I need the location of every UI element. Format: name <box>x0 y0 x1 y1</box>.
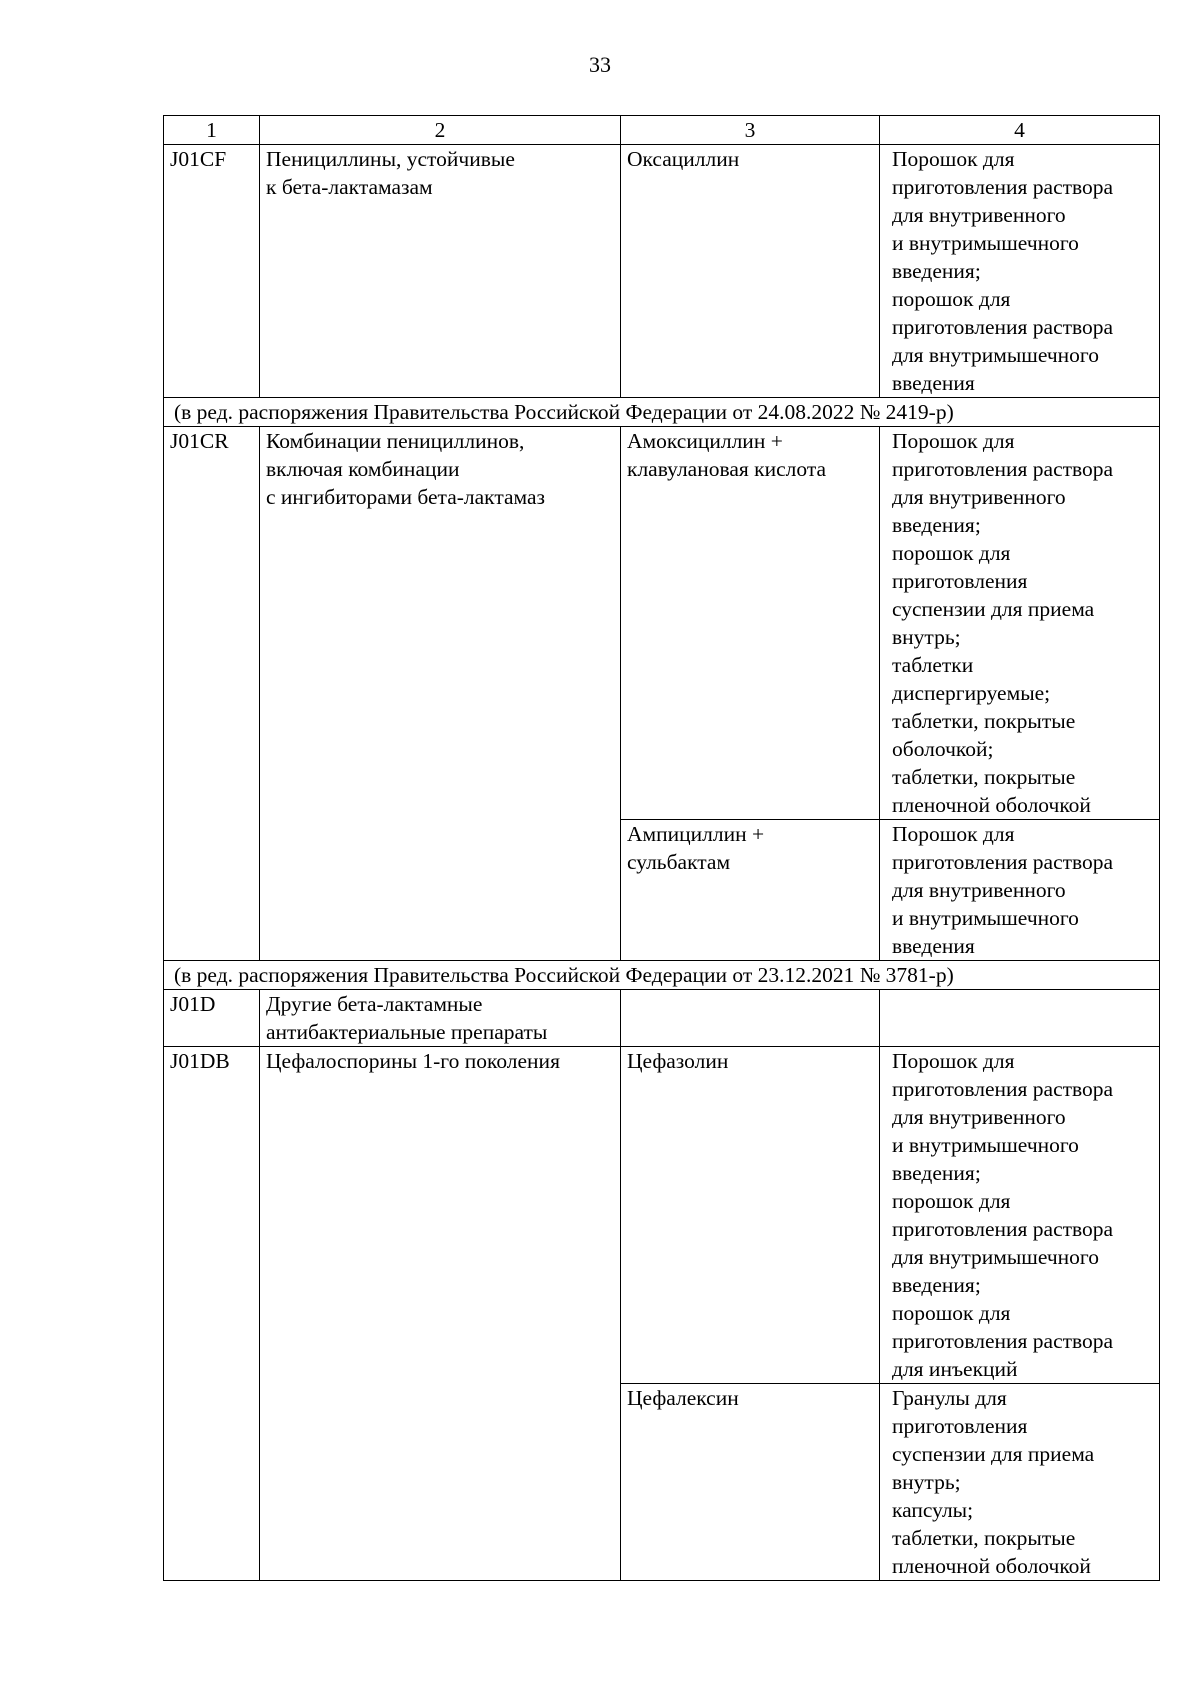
drug-name-cell <box>621 990 880 1047</box>
dosage-form-cell-line: пленочной оболочкой <box>892 1554 1091 1578</box>
dosage-form-cell <box>880 145 1160 398</box>
dosage-form-cell-line: диспергируемые; <box>892 681 1051 705</box>
dosage-form-cell-line: Порошок для <box>892 822 1015 846</box>
table-row <box>164 990 1160 1047</box>
medication-table <box>163 115 1160 1581</box>
dosage-form-cell-line: введения; <box>892 259 981 283</box>
drug-name-cell-line: Цефазолин <box>627 1049 729 1073</box>
amendment-note: (в ред. распоряжения Правительства Российской Федерации от 24.08.2022 № 2419-р) <box>164 398 1160 427</box>
dosage-form-cell-line: приготовления раствора <box>892 315 1114 339</box>
header-cell: 1 <box>164 116 260 145</box>
dosage-form-cell <box>880 820 1160 961</box>
drug-name-cell-line: клавулановая кислота <box>627 457 827 481</box>
table-row <box>164 427 1160 820</box>
dosage-form-cell <box>880 1384 1160 1581</box>
atc-code-cell: J01CR <box>164 427 260 961</box>
dosage-form-cell-line: внутрь; <box>892 625 961 649</box>
group-name-cell-line: Комбинации пенициллинов, <box>266 429 525 453</box>
dosage-form-cell-line: приготовления раствора <box>892 850 1114 874</box>
group-name-cell-line: к бета-лактамазам <box>266 175 433 199</box>
atc-code-cell: J01CF <box>164 145 260 398</box>
dosage-form-cell-line: введения <box>892 934 975 958</box>
dosage-form-cell-line: внутрь; <box>892 1470 961 1494</box>
header-cell: 2 <box>260 116 621 145</box>
group-name-cell-line: антибактериальные препараты <box>266 1020 548 1044</box>
dosage-form-cell-line: для внутримышечного <box>892 1245 1099 1269</box>
dosage-form-cell <box>880 990 1160 1047</box>
dosage-form-cell-line: для внутривенного <box>892 1105 1066 1129</box>
dosage-form-cell-line: для внутривенного <box>892 203 1066 227</box>
group-name-cell-line: Пенициллины, устойчивые <box>266 147 515 171</box>
amendment-row <box>164 961 1160 990</box>
dosage-form-cell-line: таблетки, покрытые <box>892 1526 1076 1550</box>
atc-code-cell: J01D <box>164 990 260 1047</box>
dosage-form-cell-line: и внутримышечного <box>892 231 1079 255</box>
dosage-form-cell-line: капсулы; <box>892 1498 974 1522</box>
dosage-form-cell-line: таблетки <box>892 653 974 677</box>
dosage-form-cell-line: суспензии для приема <box>892 1442 1095 1466</box>
dosage-form-cell-line: приготовления раствора <box>892 1217 1114 1241</box>
header-cell: 4 <box>880 116 1160 145</box>
dosage-form-cell-line: приготовления раствора <box>892 1077 1114 1101</box>
amendment-row <box>164 398 1160 427</box>
header-cell: 3 <box>621 116 880 145</box>
table-row <box>164 145 1160 398</box>
dosage-form-cell-line: введения <box>892 371 975 395</box>
drug-name-cell-line: Цефалексин <box>627 1386 739 1410</box>
group-name-cell-line: включая комбинации <box>266 457 460 481</box>
drug-name-cell-line: сульбактам <box>627 850 731 874</box>
dosage-form-cell-line: Порошок для <box>892 147 1015 171</box>
dosage-form-cell-line: порошок для <box>892 1301 1011 1325</box>
dosage-form-cell-line: для внутривенного <box>892 485 1066 509</box>
dosage-form-cell-line: таблетки, покрытые <box>892 709 1076 733</box>
dosage-form-cell <box>880 427 1160 820</box>
dosage-form-cell-line: таблетки, покрытые <box>892 765 1076 789</box>
dosage-form-cell-line: для инъекций <box>892 1357 1018 1381</box>
page-number: 33 <box>589 52 611 77</box>
dosage-form-cell-line: приготовления <box>892 569 1028 593</box>
dosage-form-cell-line: введения; <box>892 1273 981 1297</box>
table-header-row <box>164 116 1160 145</box>
group-name-cell <box>260 427 621 961</box>
dosage-form-cell-line: приготовления раствора <box>892 457 1114 481</box>
dosage-form-cell-line: приготовления раствора <box>892 175 1114 199</box>
dosage-form-cell-line: Гранулы для <box>892 1386 1007 1410</box>
dosage-form-cell-line: порошок для <box>892 1189 1011 1213</box>
group-name-cell <box>260 1047 621 1581</box>
dosage-form-cell-line: порошок для <box>892 287 1011 311</box>
dosage-form-cell-line: Порошок для <box>892 1049 1015 1073</box>
dosage-form-cell-line: пленочной оболочкой <box>892 793 1091 817</box>
dosage-form-cell-line: для внутримышечного <box>892 343 1099 367</box>
dosage-form-cell-line: Порошок для <box>892 429 1015 453</box>
dosage-form-cell-line: приготовления раствора <box>892 1329 1114 1353</box>
drug-name-cell <box>621 1047 880 1384</box>
drug-name-cell-line: Ампициллин + <box>627 822 765 846</box>
dosage-form-cell-line: приготовления <box>892 1414 1028 1438</box>
dosage-form-cell-line: введения; <box>892 513 981 537</box>
dosage-form-cell-line: для внутривенного <box>892 878 1066 902</box>
dosage-form-cell-line: введения; <box>892 1161 981 1185</box>
drug-name-cell <box>621 145 880 398</box>
drug-name-cell-line: Амоксициллин + <box>627 429 783 453</box>
drug-name-cell <box>621 820 880 961</box>
dosage-form-cell <box>880 1047 1160 1384</box>
dosage-form-cell-line: оболочкой; <box>892 737 994 761</box>
dosage-form-cell-line: и внутримышечного <box>892 906 1079 930</box>
dosage-form-cell-line: порошок для <box>892 541 1011 565</box>
table-row <box>164 1047 1160 1384</box>
group-name-cell-line: с ингибиторами бета-лактамаз <box>266 485 546 509</box>
drug-name-cell <box>621 1384 880 1581</box>
dosage-form-cell-line: и внутримышечного <box>892 1133 1079 1157</box>
group-name-cell-line: Цефалоспорины 1-го поколения <box>266 1049 560 1073</box>
table-body <box>164 116 1160 1581</box>
group-name-cell <box>260 990 621 1047</box>
drug-name-cell-line: Оксациллин <box>627 147 740 171</box>
atc-code-cell: J01DB <box>164 1047 260 1581</box>
drug-name-cell <box>621 427 880 820</box>
dosage-form-cell-line: суспензии для приема <box>892 597 1095 621</box>
amendment-note: (в ред. распоряжения Правительства Российской Федерации от 23.12.2021 № 3781-р) <box>164 961 1160 990</box>
group-name-cell <box>260 145 621 398</box>
group-name-cell-line: Другие бета-лактамные <box>266 992 483 1016</box>
